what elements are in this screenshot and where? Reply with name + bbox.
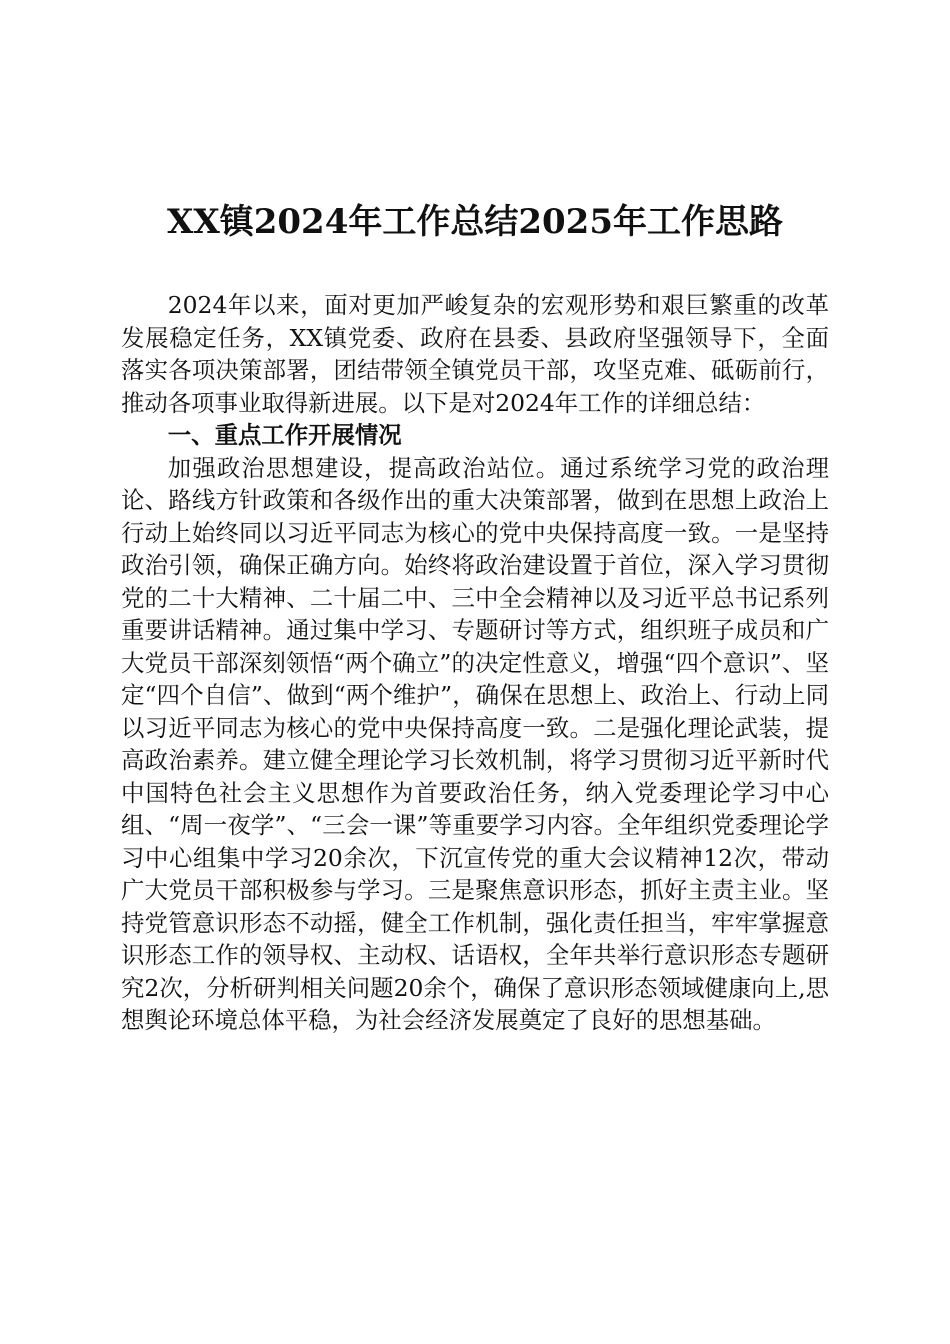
document-title: XX镇2024年工作总结2025年工作思路: [166, 202, 784, 242]
section-paragraph: 加强政治思想建设，提高政治站位。通过系统学习党的政治理论、路线方针政策和各级作出的重大决策部署，做到在思想上政治上行动上始终同以习近平同志为核心的党中央保持高度一致。一是坚持政治引领，确保正确方向。始终将政治建设置于首位，深入学习贯彻党的二十大精神、二十届二中、三中全会精神以及习近平总书记系列重要讲话精神。通过集中学习、专题研讨等方式，组织班子成员和广大党员干部深刻领悟“两个确立”的决定性意义，增强“四个意识”、坚定“四个自信”、做到“两个维护”，确保在思想上、政治上、行动上同以习近平同志为核心的党中央保持高度一致。二是强化理论武装，提高政治素养。建立健全理论学习长效机制，将学习贯彻习近平新时代中国特色社会主义思想作为首要政治任务，纳入党委理论学习中心组、“周一夜学”、“三会一课”等重要学习内容。全年组织党委理论学习中心组集中学习20余次，下沉宣传党的重大会议精神12次，带动广大党员干部积极参与学习。三是聚焦意识形态，抓好主责主业。坚持党管意识形态不动摇，健全工作机制，强化责任担当，牢牢掌握意识形态工作的领导权、主动权、话语权，全年共举行意识形态专题研究2次，分析研判相关问题20余个，确保了意识形态领域健康向上,思想舆论环境总体平稳，为社会经济发展奠定了良好的思想基础。: [121, 453, 830, 1034]
document-body: [121, 289, 829, 1037]
section-heading: 一、重点工作开展情况: [167, 421, 402, 449]
intro-paragraph: 2024年以来，面对更加严峻复杂的宏观形势和艰巨繁重的改革发展稳定任务，XX镇党委、政府在县委、县政府坚强领导下，全面落实各项决策部署，团结带领全镇党员干部，攻坚克难、砥砺前行，推动各项事业取得新进展。以下是对2024年工作的详细总结：: [121, 291, 829, 417]
